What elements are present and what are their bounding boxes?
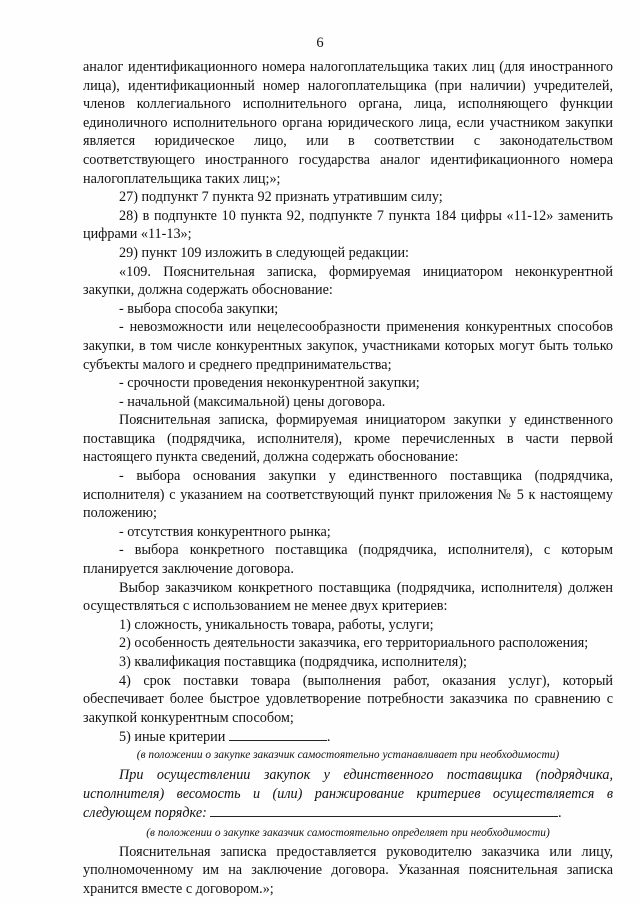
weighting-end: . xyxy=(558,805,562,822)
criterion-2: 2) особенность деятельности заказчика, его территориального расположения; xyxy=(119,635,589,652)
footnote-weighting: (в положении о закупке заказчик самостоятельно определяет при необходимости) xyxy=(146,826,550,839)
list-item-impossibility: - невозможности или нецелесообразности применения конкурентных способов закупки, в том числе конкурентных закупок, участниками которых могут быть только субъекты малого и среднего предпринимательства; xyxy=(83,319,613,373)
paragraph-sole-supplier-note: Пояснительная записка, формируемая инициатором закупки у единственного поставщика (подрядчика, исполнителя), кроме перечисленных в части первой настоящего пункта сведений, должна содержать обоснование: xyxy=(83,412,613,466)
criterion-5 xyxy=(83,727,613,747)
fill-in-blank-order xyxy=(210,803,558,817)
paragraph-109: «109. Пояснительная записка, формируемая инициатором неконкурентной закупки, должна содержать обоснование: xyxy=(83,263,613,299)
list-item-no-market: - отсутствия конкурентного рынка; xyxy=(119,523,331,540)
paragraph-note-storage: Пояснительная записка предоставляется руководителю заказчика или лицу, уполномоченному им на заключение договора. Указанная пояснительная записка хранится вместе с договором.»; xyxy=(83,843,613,897)
list-item-urgency: - срочности проведения неконкурентной закупки; xyxy=(119,375,420,392)
criterion-1: 1) сложность, уникальность товара, работы, услуги; xyxy=(119,616,434,633)
fill-in-blank xyxy=(229,727,327,741)
paragraph-foreign-tin: аналог идентификационного номера налогоплательщика таких лиц (для иностранного лица), идентификационный номер налогоплательщика (при наличии) учредителей, членов коллегиального исполнительного органа, лица, исполняющего функции единоличного исполнительного органа юридического лица, если участником закупки является юридическое лицо, или в соответствии с законодательством соответствующего иностранного государства аналог идентификационного номера налогоплательщика таких лиц;»; xyxy=(83,59,613,187)
footnote-criteria: (в положении о закупке заказчик самостоятельно устанавливает при необходимости) xyxy=(136,748,560,761)
list-item-sole-supplier-basis: - выбора основания закупки у единственного поставщика (подрядчика, исполнителя) с указанием на соответствующий пункт приложения № 5 к настоящему положению; xyxy=(83,468,613,522)
criterion-5-end: . xyxy=(326,729,331,746)
paragraph-weighting xyxy=(83,766,613,823)
paragraph-criteria-intro: Выбор заказчиком конкретного поставщика (подрядчика, исполнителя) должен осуществляться с использованием не менее двух критериев: xyxy=(83,579,613,615)
weighting-text: При осуществлении закупок у единственного поставщика (подрядчика, исполнителя) весомость и (или) ранжирование критериев осуществляется в следующем порядке: xyxy=(83,766,613,822)
criterion-3: 3) квалификация поставщика (подрядчика, исполнителя); xyxy=(119,654,467,670)
list-item-procurement-method: - выбора способа закупки; xyxy=(119,300,279,317)
criterion-5-text: 5) иные критерии xyxy=(119,729,226,746)
document-body xyxy=(83,58,613,899)
paragraph-item-29: 29) пункт 109 изложить в следующей редакции: xyxy=(119,244,409,261)
list-item-specific-supplier: - выбора конкретного поставщика (подрядчика, исполнителя), с которым планируется заключение договора. xyxy=(83,542,613,578)
paragraph-item-27: 27) подпункт 7 пункта 92 признать утратившим силу; xyxy=(119,189,443,206)
criterion-4: 4) срок поставки товара (выполнения работ, оказания услуг), который обеспечивает более быстрое удовлетворение потребности заказчика по сравнению с закупкой конкурентным способом; xyxy=(83,672,613,726)
page-number: 6 xyxy=(316,35,324,51)
paragraph-item-28: 28) в подпункте 10 пункта 92, подпункте 7 пункта 184 цифры «11-12» заменить цифрами «11-13»; xyxy=(83,207,613,243)
list-item-initial-price: - начальной (максимальной) цены договора. xyxy=(119,393,386,410)
